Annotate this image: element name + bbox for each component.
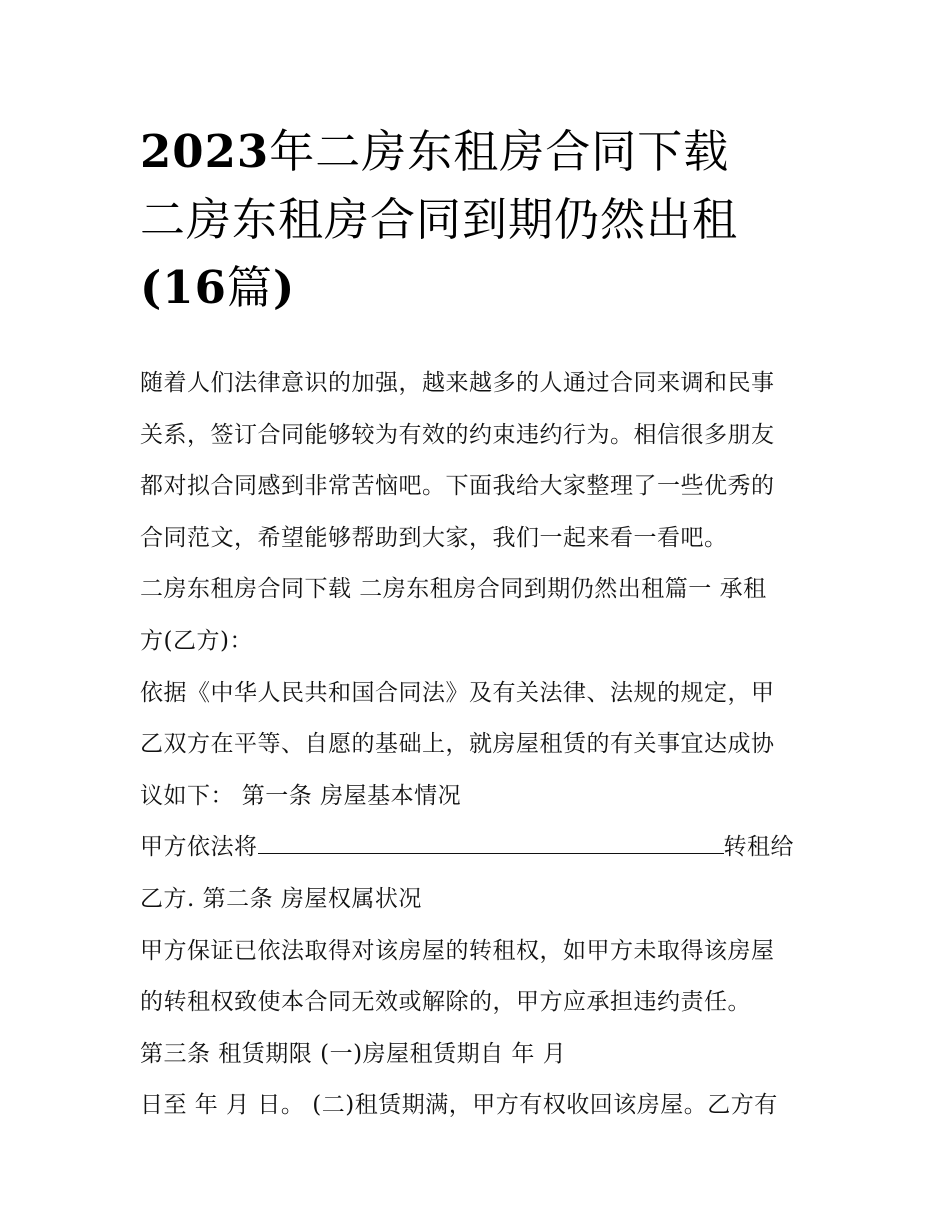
blank-line-after: 转租给 xyxy=(723,834,794,861)
title-count-open: (16 xyxy=(140,261,227,314)
body-line: 方(乙方)： xyxy=(140,627,253,654)
body-line: 关系，签订合同能够较为有效的约束违约行为。相信很多朋友 xyxy=(140,421,775,448)
document-body xyxy=(140,358,820,1132)
title-year: 2023 xyxy=(140,125,270,178)
title-line-3 xyxy=(140,254,820,322)
body-line: 日至 年 月 日。 (二)租赁期满，甲方有权收回该房屋。乙方有 xyxy=(140,1092,778,1119)
body-line: 依据《中华人民共和国合同法》及有关法律、法规的规定，甲 xyxy=(140,679,775,706)
body-line: 的转租权致使本合同无效或解除的，甲方应承担违约责任。 xyxy=(140,989,751,1016)
fill-in-blank xyxy=(258,831,724,854)
body-line: 随着人们法律意识的加强，越来越多的人通过合同来调和民事 xyxy=(140,370,775,396)
title-line-2: 二房东租房合同到期仍然出租 xyxy=(140,193,739,246)
title-count-close: ) xyxy=(272,261,296,314)
body-line: 乙方. 第二条 房屋权属状况 xyxy=(140,885,422,912)
blank-line-before: 甲方依法将 xyxy=(140,834,258,861)
body-line: 甲方保证已依法取得对该房屋的转租权，如甲方未取得该房屋 xyxy=(140,937,775,964)
blank-fill-line xyxy=(140,822,820,874)
body-line: 议如下： 第一条 房屋基本情况 xyxy=(140,782,462,809)
body-line: 乙双方在平等、自愿的基础上，就房屋租赁的有关事宜达成协 xyxy=(140,731,775,758)
body-line: 合同范文，希望能够帮助到大家，我们一起来看一看吧。 xyxy=(140,524,728,551)
title-line-1-text: 年二房东租房合同下载 xyxy=(269,125,730,178)
body-line: 都对拟合同感到非常苦恼吧。下面我给大家整理了一些优秀的 xyxy=(140,473,775,500)
title-line-1 xyxy=(140,118,820,186)
document-title xyxy=(140,118,820,322)
body-line: 第三条 租赁期限 (一)房屋租赁期自 年 月 xyxy=(140,1040,567,1067)
title-count-word: 篇 xyxy=(226,261,273,314)
body-line: 二房东租房合同下载 二房东租房合同到期仍然出租篇一 承租 xyxy=(140,576,767,603)
